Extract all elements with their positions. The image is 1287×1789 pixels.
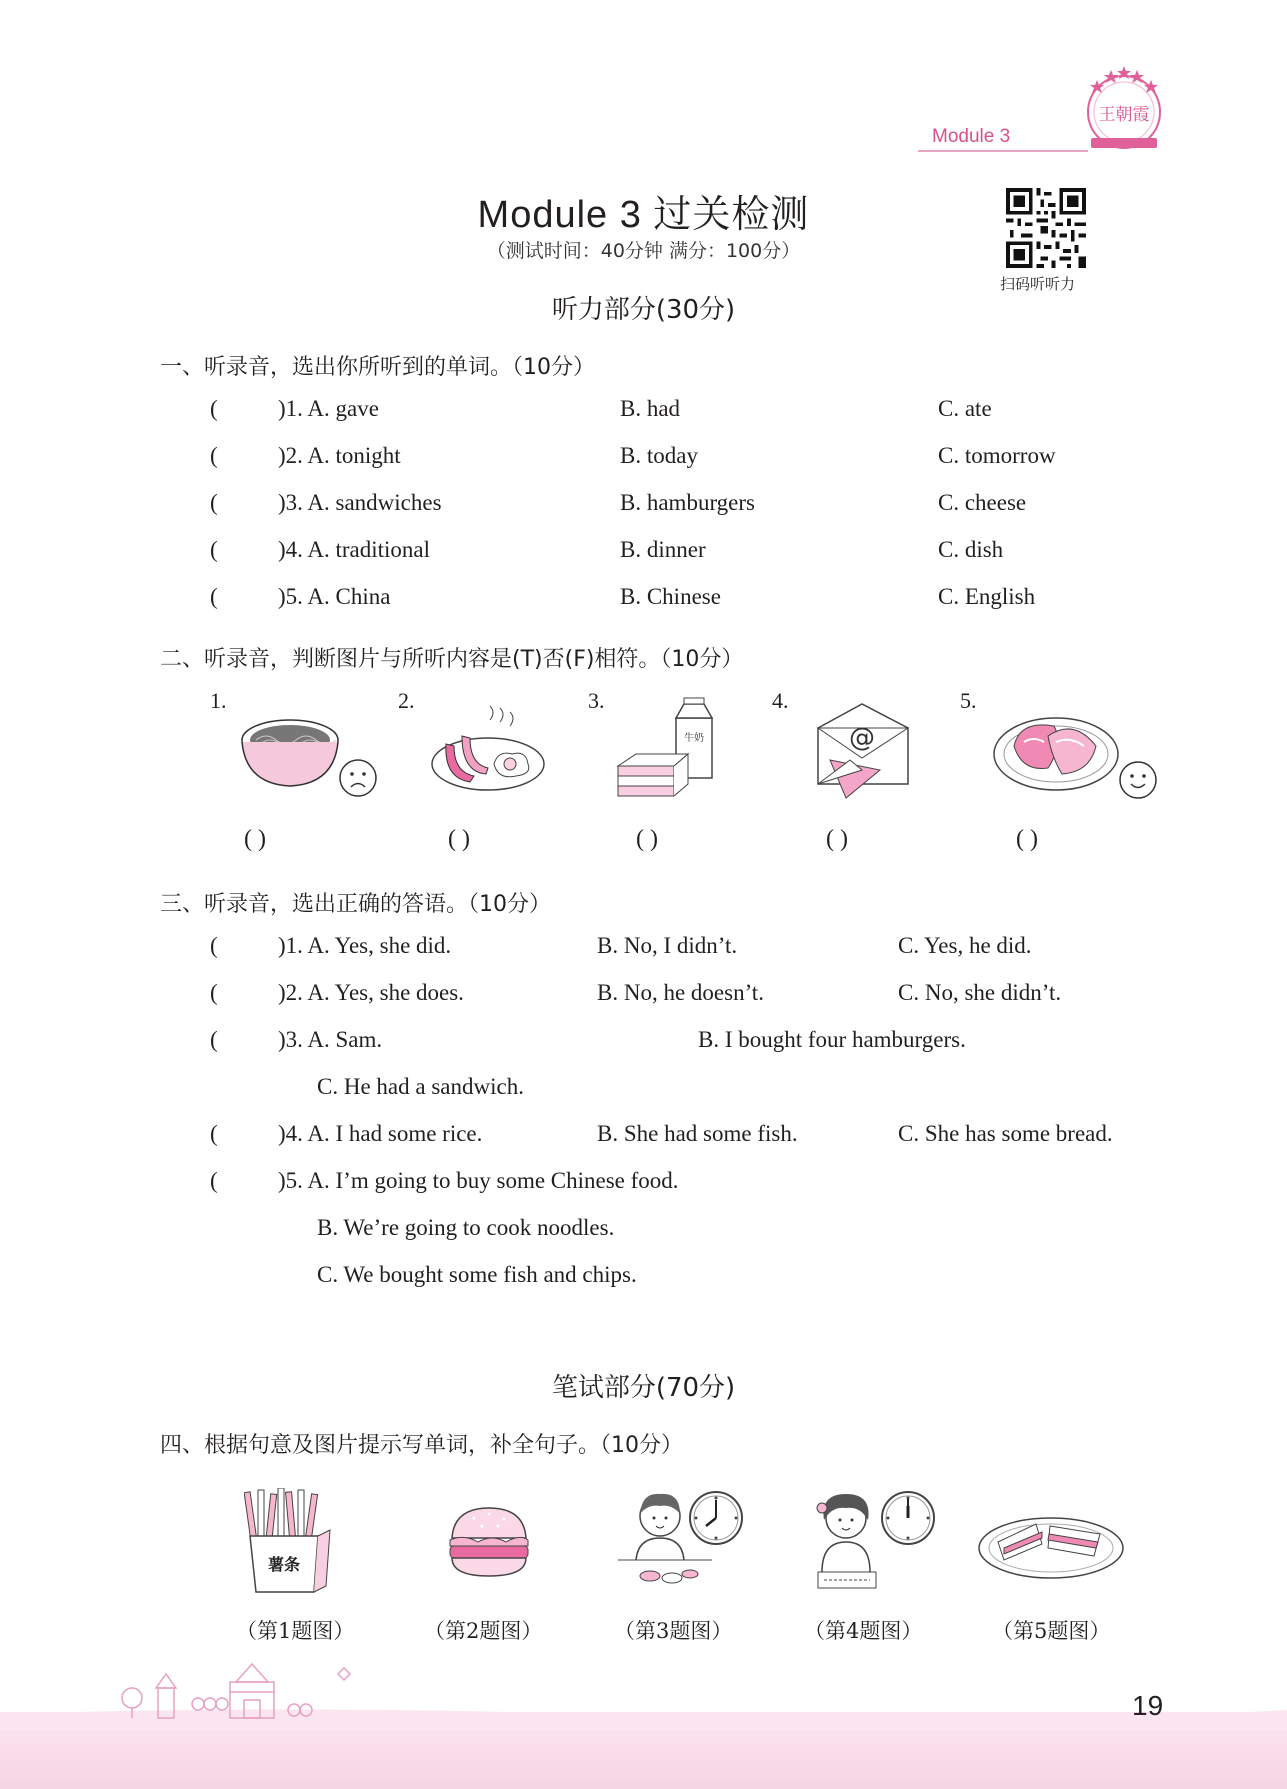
picture-number: 5. xyxy=(960,688,977,713)
qr-code-icon[interactable] xyxy=(1006,188,1086,268)
option-c: C. dish xyxy=(938,537,1004,562)
brand-badge-logo xyxy=(1075,58,1173,156)
test-info: （测试时间：40分钟 满分：100分） xyxy=(486,240,801,262)
list-item: ( )1. A. gave B. had C. ate xyxy=(210,396,992,421)
list-item: ( )2. A. Yes, she does. B. No, he doesn’t. C. No, she didn’t. xyxy=(210,980,1062,1005)
qr-caption: 扫码听听力 xyxy=(1000,275,1076,293)
list-item xyxy=(0,1262,1287,1292)
option-c: C. ate xyxy=(938,396,992,421)
list-item: ( )3. A. sandwiches B. hamburgers C. cheese xyxy=(210,490,1027,515)
figure-caption: （第4题图） xyxy=(804,1619,923,1643)
meat-plate-image xyxy=(992,706,1160,802)
picture-number: 2. xyxy=(398,688,415,713)
option-b: B. I bought four hamburgers. xyxy=(698,1027,966,1052)
list-item: ( )5. A. I’m going to buy some Chinese food. xyxy=(210,1168,679,1193)
sausage-egg-image xyxy=(428,702,548,798)
list-item: ( )1. A. Yes, she did. B. No, I didn’t. C. Yes, he did. xyxy=(210,933,1032,958)
option-c: C. English xyxy=(938,584,1036,609)
option-b: B. No, I didn’t. xyxy=(597,933,738,958)
option-b: B. Chinese xyxy=(620,584,721,609)
french-fries-image xyxy=(244,1488,334,1596)
listening-heading: 听力部分(30分) xyxy=(551,295,736,325)
answer-blank[interactable]: ( ) xyxy=(636,826,658,852)
castle-decoration-icon xyxy=(118,1660,358,1720)
girl-lunch-clock-image xyxy=(800,1486,940,1598)
option-a: )3. A. sandwiches xyxy=(278,490,442,515)
page-title: Module 3 过关检测 xyxy=(477,194,810,236)
option-a: )5. A. I’m going to buy some Chinese food. xyxy=(278,1168,679,1193)
list-item: ( )4. A. traditional B. dinner C. dish xyxy=(210,537,1004,562)
page-number: 19 xyxy=(1132,1690,1164,1721)
writing-heading: 笔试部分(70分) xyxy=(551,1373,736,1403)
module-tag: Module 3 xyxy=(932,126,1011,147)
fries-label: 薯条 xyxy=(267,1555,301,1574)
option-b: B. She had some fish. xyxy=(597,1121,798,1146)
boy-breakfast-clock-image xyxy=(612,1486,752,1598)
list-item xyxy=(0,1215,1287,1245)
milk-label: 牛奶 xyxy=(684,733,704,744)
figure-caption: （第1题图） xyxy=(236,1619,355,1643)
option-c: C. He had a sandwich. xyxy=(317,1074,524,1099)
option-a: )3. A. Sam. xyxy=(278,1027,383,1052)
list-item xyxy=(0,1074,1287,1104)
answer-blank[interactable]: ( ) xyxy=(448,826,470,852)
option-a: )5. A. China xyxy=(278,584,391,609)
picture-number: 1. xyxy=(210,688,227,713)
figure-caption: （第3题图） xyxy=(614,1619,733,1643)
answer-blank[interactable]: ( ) xyxy=(1016,826,1038,852)
hamburger-image xyxy=(444,1504,534,1584)
list-item: ( )5. A. China B. Chinese C. English xyxy=(210,584,1036,609)
sandwich-image xyxy=(976,1504,1126,1584)
option-a: )2. A. tonight xyxy=(278,443,401,468)
picture-number: 3. xyxy=(588,688,605,713)
figure-caption: （第5题图） xyxy=(992,1619,1111,1643)
list-item: ( )2. A. tonight B. today C. tomorrow xyxy=(210,443,1056,468)
option-a: )2. A. Yes, she does. xyxy=(278,980,464,1005)
option-b: B. dinner xyxy=(620,537,706,562)
section4-title: 四、根据句意及图片提示写单词，补全句子。（10分） xyxy=(160,1433,683,1458)
bread-milk-image xyxy=(614,696,732,804)
option-c: C. She has some bread. xyxy=(898,1121,1113,1146)
picture-number: 4. xyxy=(772,688,789,713)
option-b: B. today xyxy=(620,443,698,468)
list-item: ( )4. A. I had some rice. B. She had some fish. C. She has some bread. xyxy=(210,1121,1113,1146)
option-c: C. Yes, he did. xyxy=(898,933,1032,958)
section2-title: 二、听录音，判断图片与所听内容是(T)否(F)相符。（10分） xyxy=(160,647,744,672)
option-b: B. had xyxy=(620,396,681,421)
email-envelope-image xyxy=(810,698,916,804)
option-a: )4. A. I had some rice. xyxy=(278,1121,483,1146)
option-a: )4. A. traditional xyxy=(278,537,431,562)
answer-blank[interactable]: ( ) xyxy=(826,826,848,852)
list-item: ( )3. A. Sam. B. I bought four hamburgers. xyxy=(210,1027,966,1052)
noodles-bowl-image xyxy=(238,706,380,802)
section3-title: 三、听录音，选出正确的答语。（10分） xyxy=(160,892,551,917)
option-a: )1. A. gave xyxy=(278,396,379,421)
option-b: B. We’re going to cook noodles. xyxy=(317,1215,615,1240)
option-b: B. hamburgers xyxy=(620,490,756,515)
option-c: C. tomorrow xyxy=(938,443,1056,468)
option-c: C. cheese xyxy=(938,490,1027,515)
section1-title: 一、听录音，选出你所听到的单词。（10分） xyxy=(160,355,595,380)
option-b: B. No, he doesn’t. xyxy=(597,980,764,1005)
answer-blank[interactable]: ( ) xyxy=(244,826,266,852)
badge-text: 王朝霞 xyxy=(1098,105,1150,125)
svg-text:@: @ xyxy=(849,723,875,753)
header-divider xyxy=(918,150,1088,152)
figure-caption: （第2题图） xyxy=(424,1619,543,1643)
option-c: C. We bought some fish and chips. xyxy=(317,1262,637,1287)
option-c: C. No, she didn’t. xyxy=(898,980,1062,1005)
option-a: )1. A. Yes, she did. xyxy=(278,933,452,958)
